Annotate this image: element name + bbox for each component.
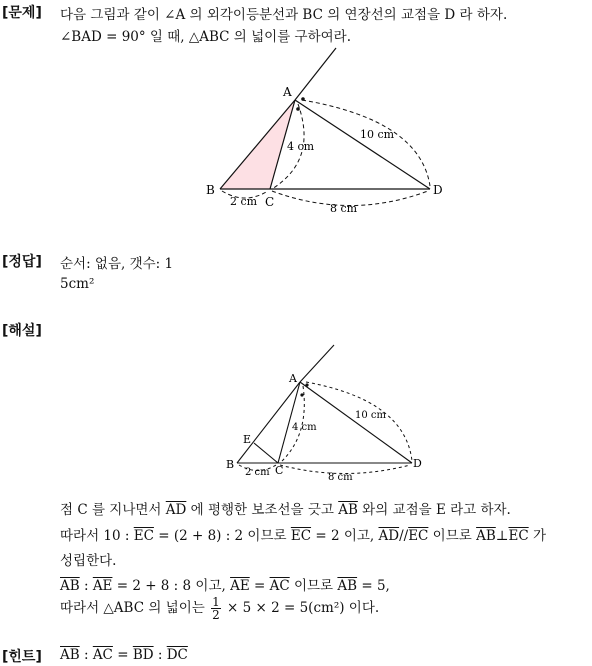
answer-label: [정답] xyxy=(2,254,42,270)
vertex-a-label: A xyxy=(283,85,292,99)
segment-ec xyxy=(254,443,278,463)
vertex-c-label: C xyxy=(265,195,275,209)
exterior-bisector-line xyxy=(295,48,336,100)
solution-line-2 xyxy=(60,524,546,544)
problem-figure xyxy=(0,0,592,230)
answer-line-2: 5cm² xyxy=(60,276,95,292)
segment-ab: $\overline{AB}$ xyxy=(337,578,358,594)
segment-ec: $\overline{EC}$ xyxy=(290,528,312,544)
solution-label: [해설] xyxy=(2,323,42,339)
text: = xyxy=(249,578,270,594)
bc-length-label: 2 cm xyxy=(245,467,270,478)
vertex-e-label: E xyxy=(243,433,252,446)
arc-ad xyxy=(306,382,412,461)
angle-dot-2 xyxy=(296,107,300,111)
vertex-d-label: D xyxy=(433,183,443,197)
cd-length-label: 8 cm xyxy=(330,202,358,215)
cd-length-label: 8 cm xyxy=(328,472,353,483)
problem-line-1: 다음 그림과 같이 ∠A 의 외각이등분선과 BC 의 연장선의 교점을 D 라 하자. xyxy=(60,7,508,23)
arc-ad xyxy=(302,100,430,186)
segment-ec: $\overline{EC}$ xyxy=(508,528,529,544)
text: 가 xyxy=(528,528,546,544)
ad-length-label: 10 cm xyxy=(355,410,386,421)
perpendicular-symbol: ⊥ xyxy=(495,528,509,544)
text: 따라서 △ABC 의 넓이는 xyxy=(60,600,210,616)
text: : xyxy=(153,647,167,663)
segment-ae: $\overline{AE}$ xyxy=(230,578,250,594)
text: 에 평행한 보조선을 긋고 xyxy=(186,502,339,518)
text: = 2 이고, xyxy=(311,528,379,544)
segment-ab: $\overline{AB}$ xyxy=(60,578,80,594)
segment-ec: $\overline{EC}$ xyxy=(408,528,429,544)
text: 점 C 를 지나면서 xyxy=(60,502,166,518)
text: : xyxy=(79,578,93,594)
segment-dc: $\overline{DC}$ xyxy=(166,647,188,663)
text: 따라서 10 : xyxy=(60,528,134,544)
segment-ad: $\overline{AD}$ xyxy=(165,502,187,518)
exterior-bisector-line xyxy=(300,345,334,382)
solution-line-1 xyxy=(60,498,511,518)
text: 이므로 xyxy=(428,528,477,544)
fraction-one-half xyxy=(211,596,221,621)
solution-figure xyxy=(0,330,592,490)
numerator: 1 xyxy=(212,595,220,609)
problem-line-2: ∠BAD = 90° 일 때, △ABC 의 넓이를 구하여라. xyxy=(60,29,351,45)
solution-line-4 xyxy=(60,574,390,594)
problem-label: [문제] xyxy=(2,5,42,21)
angle-dot-1 xyxy=(305,383,308,386)
hint-label: [힌트] xyxy=(2,649,42,665)
text: : xyxy=(79,647,93,663)
bc-length-label: 2 cm xyxy=(230,195,258,208)
solution-line-5 xyxy=(60,596,379,621)
segment-ab: $\overline{AB}$ xyxy=(476,528,496,544)
angle-dot-1 xyxy=(301,97,305,101)
ac-length-label: 4 cm xyxy=(292,422,317,433)
text: = 2 + 8 : 8 이고, xyxy=(112,578,231,594)
text: = xyxy=(112,647,133,663)
solution-line-3: 성립한다. xyxy=(60,553,117,569)
ac-length-label: 4 cm xyxy=(287,140,315,153)
angle-dot-2 xyxy=(300,393,303,396)
text: = 5, xyxy=(357,578,390,594)
vertex-b-label: B xyxy=(206,183,215,197)
hint-line xyxy=(60,647,188,663)
text: 와의 교점을 E 라고 하자. xyxy=(357,502,511,518)
text: 이므로 xyxy=(289,578,338,594)
segment-ac: $\overline{AC}$ xyxy=(92,647,113,663)
text: × 5 × 2 = 5(cm²) 이다. xyxy=(222,600,380,616)
parallel-symbol: // xyxy=(399,528,409,544)
segment-ab: $\overline{AB}$ xyxy=(60,647,80,663)
segment-ad: $\overline{AD}$ xyxy=(378,528,400,544)
vertex-d-label: D xyxy=(413,457,422,470)
segment-ad xyxy=(295,100,430,189)
segment-ac: $\overline{AC}$ xyxy=(269,578,290,594)
segment-bd: $\overline{BD}$ xyxy=(132,647,154,663)
vertex-b-label: B xyxy=(226,458,235,471)
text: = (2 + 8) : 2 이므로 xyxy=(153,528,291,544)
vertex-c-label: C xyxy=(275,464,284,477)
segment-ab: $\overline{AB}$ xyxy=(338,502,358,518)
answer-line-1: 순서: 없음, 갯수: 1 xyxy=(60,256,174,272)
ad-length-label: 10 cm xyxy=(360,128,395,141)
segment-ad xyxy=(300,382,412,463)
vertex-a-label: A xyxy=(289,372,297,385)
segment-ae: $\overline{AE}$ xyxy=(92,578,113,594)
denominator: 2 xyxy=(212,608,220,622)
segment-ec: $\overline{EC}$ xyxy=(133,528,154,544)
